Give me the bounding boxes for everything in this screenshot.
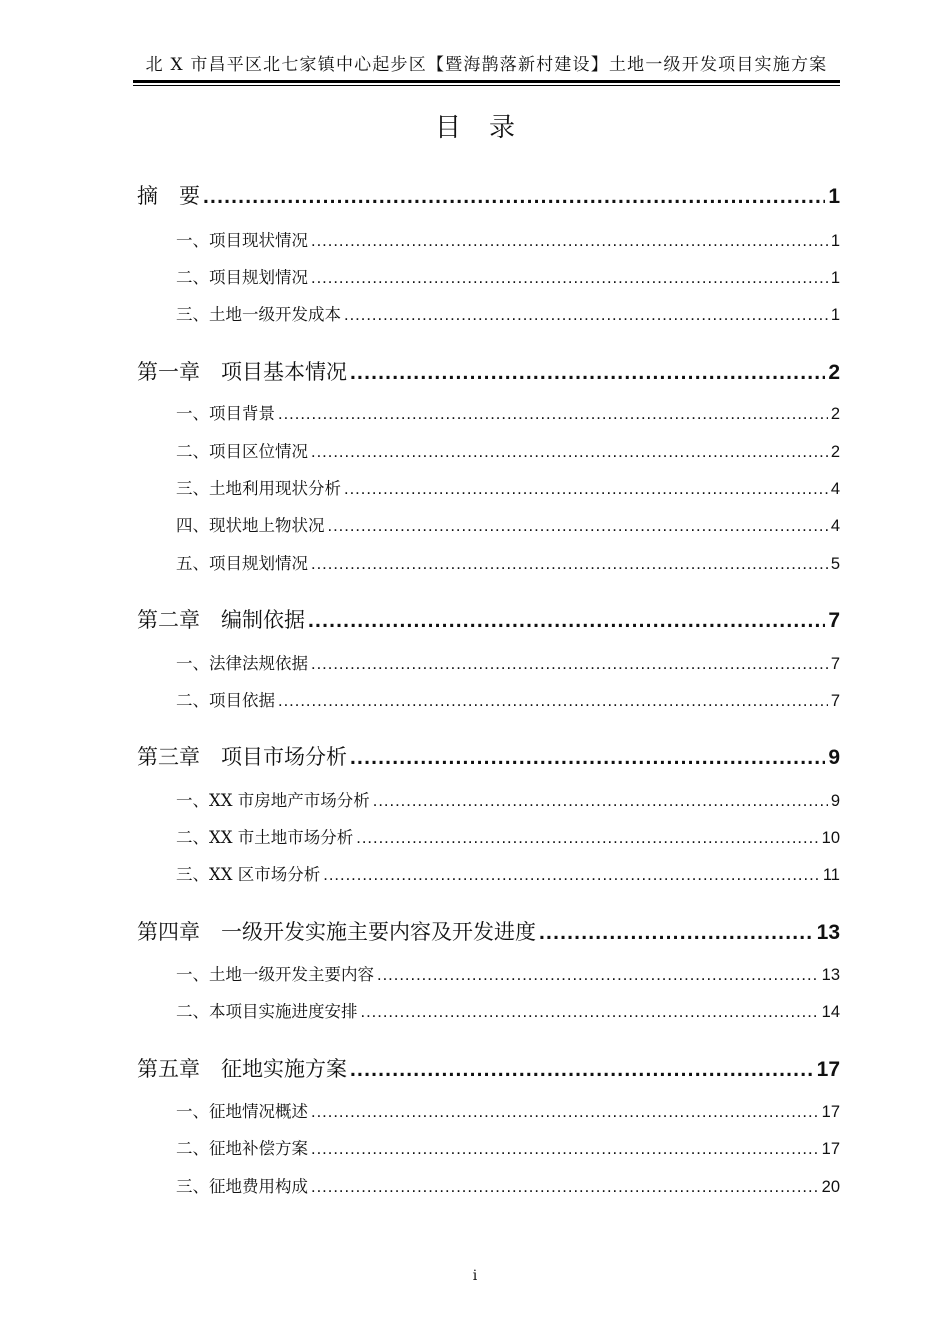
toc-entry-page: 14 bbox=[821, 1003, 840, 1021]
toc-leader-dots bbox=[323, 866, 820, 885]
toc-entry[interactable] bbox=[137, 356, 840, 386]
toc-entry-page: 4 bbox=[830, 517, 840, 535]
toc-leader-dots bbox=[373, 792, 828, 811]
toc-leader-dots bbox=[344, 480, 828, 499]
toc-entry[interactable] bbox=[137, 741, 840, 771]
toc-entry[interactable] bbox=[176, 512, 840, 536]
toc-leader-dots bbox=[311, 443, 828, 462]
toc-leader-dots bbox=[311, 655, 828, 674]
toc-entry-page: 10 bbox=[821, 829, 840, 847]
toc-leader-dots bbox=[311, 555, 828, 574]
toc-entry[interactable] bbox=[137, 916, 840, 946]
toc-entry[interactable] bbox=[176, 1173, 840, 1197]
toc-entry-label: 一、XX 市房地产市场分析 bbox=[176, 791, 370, 810]
toc-leader-dots bbox=[278, 405, 828, 424]
toc-entry[interactable] bbox=[176, 650, 840, 674]
toc-entry-label: 三、土地利用现状分析 bbox=[176, 479, 341, 498]
toc-leader-dots bbox=[361, 1003, 819, 1022]
toc-leader-dots bbox=[377, 966, 819, 985]
toc-entry-label: 三、土地一级开发成本 bbox=[176, 305, 341, 324]
toc-entry-label: 一、项目背景 bbox=[176, 404, 275, 423]
toc-entry-label: 第五章 征地实施方案 bbox=[137, 1057, 347, 1081]
toc-leader-dots bbox=[356, 829, 818, 848]
toc-entry-label: 二、项目区位情况 bbox=[176, 442, 308, 461]
toc-leader-dots bbox=[328, 517, 828, 536]
toc-entry-label: 三、XX 区市场分析 bbox=[176, 865, 321, 884]
toc-entry-label: 四、现状地上物状况 bbox=[176, 516, 325, 535]
toc-leader-dots bbox=[350, 746, 825, 770]
toc-entry-page: 2 bbox=[828, 361, 840, 384]
toc-entry-page: 11 bbox=[822, 866, 840, 884]
toc-entry[interactable] bbox=[176, 824, 840, 848]
toc-entry-label: 一、土地一级开发主要内容 bbox=[176, 965, 374, 984]
toc-entry-page: 1 bbox=[830, 306, 840, 324]
toc-entry-label: 三、征地费用构成 bbox=[176, 1177, 308, 1196]
toc-entry-page: 20 bbox=[821, 1178, 840, 1196]
toc-entry-page: 4 bbox=[830, 480, 840, 498]
toc-entry-label: 一、征地情况概述 bbox=[176, 1102, 308, 1121]
toc-leader-dots bbox=[311, 269, 828, 288]
toc-leader-dots bbox=[350, 361, 825, 385]
toc-entry[interactable] bbox=[176, 861, 840, 885]
toc-entry-label: 一、项目现状情况 bbox=[176, 231, 308, 250]
toc-entry[interactable] bbox=[176, 475, 840, 499]
toc-entry-label: 第三章 项目市场分析 bbox=[137, 745, 347, 769]
header-rule-thin bbox=[133, 85, 840, 86]
toc-leader-dots bbox=[344, 306, 828, 325]
toc-entry[interactable] bbox=[176, 787, 840, 811]
header-rule-thick bbox=[133, 80, 840, 83]
toc-entry-label: 摘 要 bbox=[137, 184, 200, 208]
toc-leader-dots bbox=[311, 1103, 819, 1122]
toc-entry-page: 1 bbox=[830, 232, 840, 250]
toc-entry-page: 9 bbox=[828, 746, 840, 769]
toc-entry[interactable] bbox=[137, 604, 840, 634]
toc-entry-label: 第一章 项目基本情况 bbox=[137, 360, 347, 384]
toc-entry-page: 17 bbox=[816, 1058, 840, 1081]
toc-entry-label: 五、项目规划情况 bbox=[176, 554, 308, 573]
toc-leader-dots bbox=[311, 232, 828, 251]
toc-entry[interactable] bbox=[176, 961, 840, 985]
toc-entry-page: 17 bbox=[821, 1140, 840, 1158]
toc-entry-page: 2 bbox=[830, 443, 840, 461]
toc-entry-page: 9 bbox=[830, 792, 840, 810]
toc-entry-label: 二、征地补偿方案 bbox=[176, 1139, 308, 1158]
toc-entry[interactable] bbox=[176, 1098, 840, 1122]
toc-entry-label: 二、本项目实施进度安排 bbox=[176, 1002, 358, 1021]
toc-entry-label: 二、项目规划情况 bbox=[176, 268, 308, 287]
toc-entry-page: 7 bbox=[828, 609, 840, 632]
toc-entry[interactable] bbox=[176, 550, 840, 574]
document-header: 北 X 市昌平区北七家镇中心起步区【暨海鹊落新村建设】土地一级开发项目实施方案 bbox=[145, 55, 828, 75]
toc-entry-label: 二、项目依据 bbox=[176, 691, 275, 710]
toc-entry-page: 13 bbox=[816, 921, 840, 944]
toc-title: 目录 bbox=[434, 113, 543, 143]
toc-entry-label: 一、法律法规依据 bbox=[176, 654, 308, 673]
toc-entry-page: 13 bbox=[821, 966, 840, 984]
toc-entry[interactable] bbox=[137, 1053, 840, 1083]
toc-entry-page: 7 bbox=[830, 692, 840, 710]
page-number: i bbox=[472, 1268, 478, 1284]
toc-leader-dots bbox=[308, 609, 825, 633]
toc-entry[interactable] bbox=[176, 998, 840, 1022]
toc-leader-dots bbox=[203, 185, 825, 209]
toc-leader-dots bbox=[278, 692, 828, 711]
toc-entry[interactable] bbox=[176, 400, 840, 424]
toc-leader-dots bbox=[539, 921, 814, 945]
toc-entry-page: 2 bbox=[830, 405, 840, 423]
toc-entry[interactable] bbox=[176, 264, 840, 288]
toc-entry-label: 二、XX 市土地市场分析 bbox=[176, 828, 354, 847]
toc-entry-page: 7 bbox=[830, 655, 840, 673]
toc-entry-page: 5 bbox=[830, 555, 840, 573]
toc-entry[interactable] bbox=[176, 227, 840, 251]
toc-entry[interactable] bbox=[176, 687, 840, 711]
toc-leader-dots bbox=[311, 1178, 819, 1197]
toc-entry[interactable] bbox=[137, 180, 840, 210]
toc-entry[interactable] bbox=[176, 301, 840, 325]
toc-entry-page: 1 bbox=[828, 185, 840, 208]
toc-entry-page: 17 bbox=[821, 1103, 840, 1121]
toc-entry[interactable] bbox=[176, 1135, 840, 1159]
toc-entry[interactable] bbox=[176, 438, 840, 462]
toc-entry-page: 1 bbox=[830, 269, 840, 287]
toc-entry-label: 第四章 一级开发实施主要内容及开发进度 bbox=[137, 920, 536, 944]
toc-leader-dots bbox=[350, 1058, 814, 1082]
toc-entry-label: 第二章 编制依据 bbox=[137, 608, 305, 632]
toc-leader-dots bbox=[311, 1140, 819, 1159]
